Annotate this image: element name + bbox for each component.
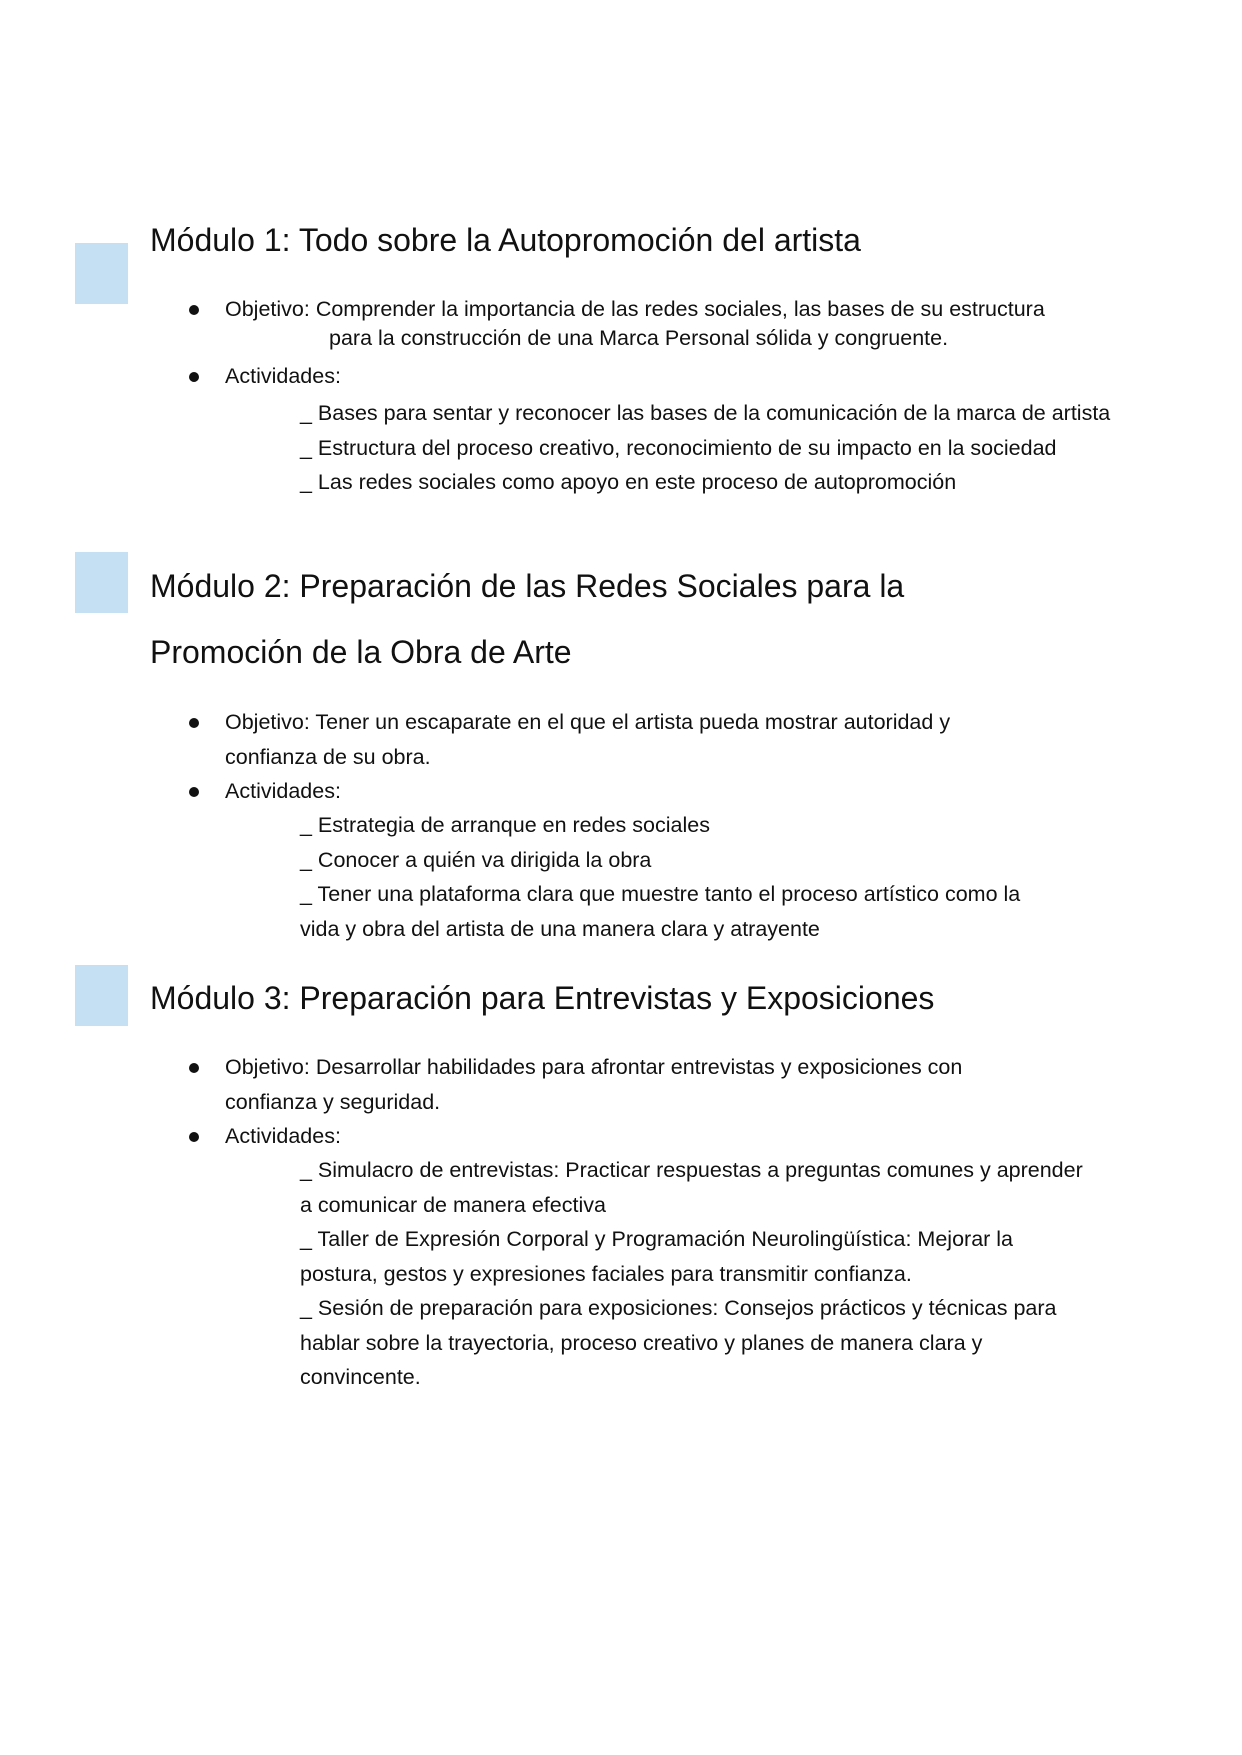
module-1-objective-text: Objetivo: Comprender la importancia de las redes sociales, las bases de su estructura — [225, 297, 1045, 321]
module-3-activity-2: _ Taller de Expresión Corporal y Programación Neurolingüística: Mejorar la postura, gestos y expresiones faciales para transmitir confianza. — [300, 1227, 1014, 1286]
module-1-objective-continuation: para la construcción de una Marca Personal sólida y congruente. — [329, 325, 949, 350]
module-1-activity-2: _ Estructura del proceso creativo, reconocimiento de su impacto en la sociedad — [300, 435, 1057, 460]
module-1-activity-1: _ Bases para sentar y reconocer las bases de la comunicación de la marca de artista — [300, 401, 1111, 425]
module-1-marker — [75, 243, 128, 304]
module-3-activity-1: _ Simulacro de entrevistas: Practicar respuestas a preguntas comunes y aprender a comunicar de manera efectiva — [300, 1158, 1083, 1217]
bullet-dot-icon — [189, 305, 199, 315]
module-2-objective-continuation: confianza de su obra. — [225, 744, 431, 769]
module-2-objective — [150, 705, 1150, 774]
module-2-activity-list — [300, 808, 1060, 946]
module-2-bullets — [150, 705, 1150, 809]
module-3-activity-3: _ Sesión de preparación para exposiciones: Consejos prácticos y técnicas para hablar sobre la trayectoria, proceso creativo y planes de manera clara y convincente. — [300, 1296, 1057, 1389]
module-3-title-line: Módulo 3: Preparación para Entrevistas y Exposiciones — [150, 980, 935, 1016]
module-2-objective-text: Objetivo: Tener un escaparate en el que el artista pueda mostrar autoridad y — [225, 710, 951, 734]
module-3-title — [150, 965, 934, 1031]
module-3-objective-text: Objetivo: Desarrollar habilidades para afrontar entrevistas y exposiciones con — [225, 1055, 963, 1079]
module-1-title — [150, 207, 861, 273]
module-2-title — [150, 553, 904, 685]
module-1-objective — [150, 292, 1180, 355]
bullet-dot-icon — [189, 372, 199, 382]
module-2-activity-1: _ Estrategia de arranque en redes sociales — [300, 813, 710, 837]
module-2-marker — [75, 552, 128, 613]
bullet-dot-icon — [189, 787, 199, 797]
module-2-activities-label: Actividades: — [225, 779, 341, 803]
module-3-activities-label: Actividades: — [225, 1124, 341, 1148]
module-1-activities — [150, 359, 1180, 394]
module-2-title-line-2: Promoción de la Obra de Arte — [150, 634, 572, 670]
module-1-activity-3: _ Las redes sociales como apoyo en este proceso de autopromoción — [300, 470, 957, 494]
module-1-activities-label: Actividades: — [225, 364, 341, 388]
module-2-title-line-1: Módulo 2: Preparación de las Redes Sociales para la — [150, 568, 905, 604]
module-2-activity-3: _ Tener una plataforma clara que muestre tanto el proceso artístico como la vida y obra del artista de una manera clara y atrayente — [300, 882, 1021, 941]
module-2-activities — [150, 774, 1150, 809]
module-3-bullets — [150, 1050, 1150, 1154]
module-2-activity-2: _ Conocer a quién va dirigida la obra — [300, 847, 652, 872]
module-3-activity-list — [300, 1153, 1090, 1395]
module-3-marker — [75, 965, 128, 1026]
bullet-dot-icon — [189, 718, 199, 728]
module-1-activity-list — [300, 396, 1180, 500]
module-3-objective-continuation: confianza y seguridad. — [225, 1089, 441, 1114]
module-3-activities — [150, 1119, 1150, 1154]
bullet-dot-icon — [189, 1132, 199, 1142]
module-1-title-line: Módulo 1: Todo sobre la Autopromoción del artista — [150, 222, 861, 258]
module-3-objective — [150, 1050, 1150, 1119]
module-1-bullets — [150, 292, 1180, 394]
bullet-dot-icon — [189, 1063, 199, 1073]
